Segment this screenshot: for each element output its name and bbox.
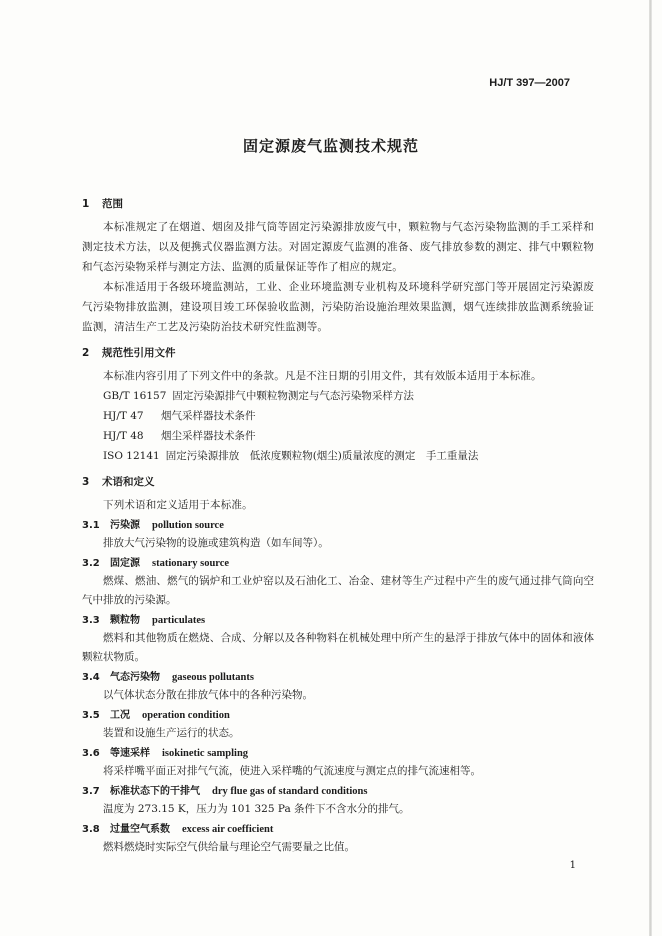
- reference-code: HJ/T 48: [103, 430, 144, 442]
- term-en: dry flue gas of standard conditions: [212, 786, 368, 797]
- term-number: 3.1: [82, 520, 100, 531]
- reference-title: 固定污染源排放 低浓度颗粒物(烟尘)质量浓度的测定 手工重量法: [165, 450, 479, 462]
- document-body: [82, 196, 594, 857]
- term-heading: [82, 612, 594, 629]
- scope-paragraph: 本标准规定了在烟道、烟囱及排气筒等固定污染源排放废气中，颗粒物与气态污染物监测的手工采样和测定技术方法，以及便携式仪器监测方法。对固定源废气监测的准备、废气排放参数的测定、排气中颗粒物和气态污染物采样与测定方法、监测的质量保证等作了相应的规定。: [82, 221, 594, 273]
- section-heading-scope: [82, 196, 594, 212]
- term-heading: [82, 707, 594, 724]
- reference-item: [82, 406, 594, 426]
- term-zh: 气态污染物: [110, 672, 160, 683]
- section-number: 1: [82, 198, 90, 210]
- term-number: 3.3: [82, 615, 100, 626]
- standard-code: HJ/T 397—2007: [489, 77, 570, 89]
- reference-title: 烟尘采样器技术条件: [161, 430, 256, 442]
- section-number: 2: [82, 347, 90, 359]
- term-en: excess air coefficient: [182, 824, 274, 835]
- term-definition: 燃煤、燃油、燃气的锅炉和工业炉窑以及石油化工、冶金、建材等生产过程中产生的废气通过排气筒向空气中排放的污染源。: [82, 575, 594, 606]
- term-en: stationary source: [152, 558, 230, 569]
- term-zh: 过量空气系数: [110, 824, 170, 835]
- term-en: particulates: [152, 615, 206, 626]
- term-definition: 将采样嘴平面正对排气气流，使进入采样嘴的气流速度与测定点的排气流速相等。: [103, 765, 481, 777]
- term-definition: 排放大气污染物的设施或建筑构造（如车间等）。: [103, 537, 329, 549]
- section-title: 范围: [102, 198, 123, 210]
- term-heading: [82, 745, 594, 762]
- term-definition: 燃料燃烧时实际空气供给量与理论空气需要量之比值。: [103, 841, 355, 853]
- reference-title: 固定污染源排气中颗粒物测定与气态污染物采样方法: [172, 390, 414, 402]
- section-title: 术语和定义: [102, 476, 155, 488]
- term-heading: [82, 517, 594, 534]
- term-number: 3.2: [82, 558, 100, 569]
- term-number: 3.4: [82, 672, 100, 683]
- document-title: 固定源废气监测技术规范: [242, 137, 419, 155]
- term-en: pollution source: [152, 520, 224, 531]
- section-title: 规范性引用文件: [102, 347, 176, 359]
- term-heading: [82, 783, 594, 800]
- term-heading: [82, 821, 594, 838]
- term-zh: 工况: [110, 710, 130, 721]
- term-number: 3.5: [82, 710, 100, 721]
- reference-code: HJ/T 47: [103, 410, 144, 422]
- terms-intro: 下列术语和定义适用于本标准。: [103, 499, 253, 511]
- reference-code: GB/T 16157: [103, 390, 167, 402]
- term-zh: 污染源: [110, 520, 140, 531]
- term-heading: [82, 555, 594, 572]
- term-number: 3.8: [82, 824, 100, 835]
- section-heading-terms: [82, 474, 594, 490]
- term-en: gaseous pollutants: [172, 672, 254, 683]
- page-number: 1: [569, 860, 576, 871]
- term-definition: 以气体状态分散在排放气体中的各种污染物。: [103, 689, 313, 701]
- term-zh: 标准状态下的干排气: [110, 786, 200, 797]
- term-number: 3.7: [82, 786, 100, 797]
- reference-item: [82, 446, 594, 466]
- term-zh: 固定源: [110, 558, 140, 569]
- term-en: operation condition: [142, 710, 230, 721]
- reference-title: 烟气采样器技术条件: [161, 410, 256, 422]
- term-number: 3.6: [82, 748, 100, 759]
- term-heading: [82, 669, 594, 686]
- reference-code: ISO 12141: [103, 450, 160, 462]
- term-zh: 等速采样: [110, 748, 150, 759]
- section-number: 3: [82, 476, 90, 488]
- term-zh: 颗粒物: [110, 615, 140, 626]
- section-heading-references: [82, 345, 594, 361]
- term-definition: 温度为 273.15 K，压力为 101 325 Pa 条件下不含水分的排气。: [103, 803, 410, 815]
- reference-item: [82, 426, 594, 446]
- references-intro: 本标准内容引用了下列文件中的条款。凡是不注日期的引用文件，其有效版本适用于本标准。: [103, 370, 542, 382]
- reference-item: [82, 386, 594, 406]
- scope-paragraph: 本标准适用于各级环境监测站，工业、企业环境监测专业机构及环境科学研究部门等开展固定污染源废气污染物排放监测，建设项目竣工环保验收监测，污染防治设施治理效果监测，烟气连续排放监测系统验证监测，清洁生产工艺及污染防治技术研究性监测等。: [82, 281, 594, 333]
- term-en: isokinetic sampling: [162, 748, 249, 759]
- term-definition: 装置和设施生产运行的状态。: [103, 727, 240, 739]
- term-definition: 燃料和其他物质在燃烧、合成、分解以及各种物料在机械处理中所产生的悬浮于排放气体中的固体和液体颗粒状物质。: [82, 632, 594, 663]
